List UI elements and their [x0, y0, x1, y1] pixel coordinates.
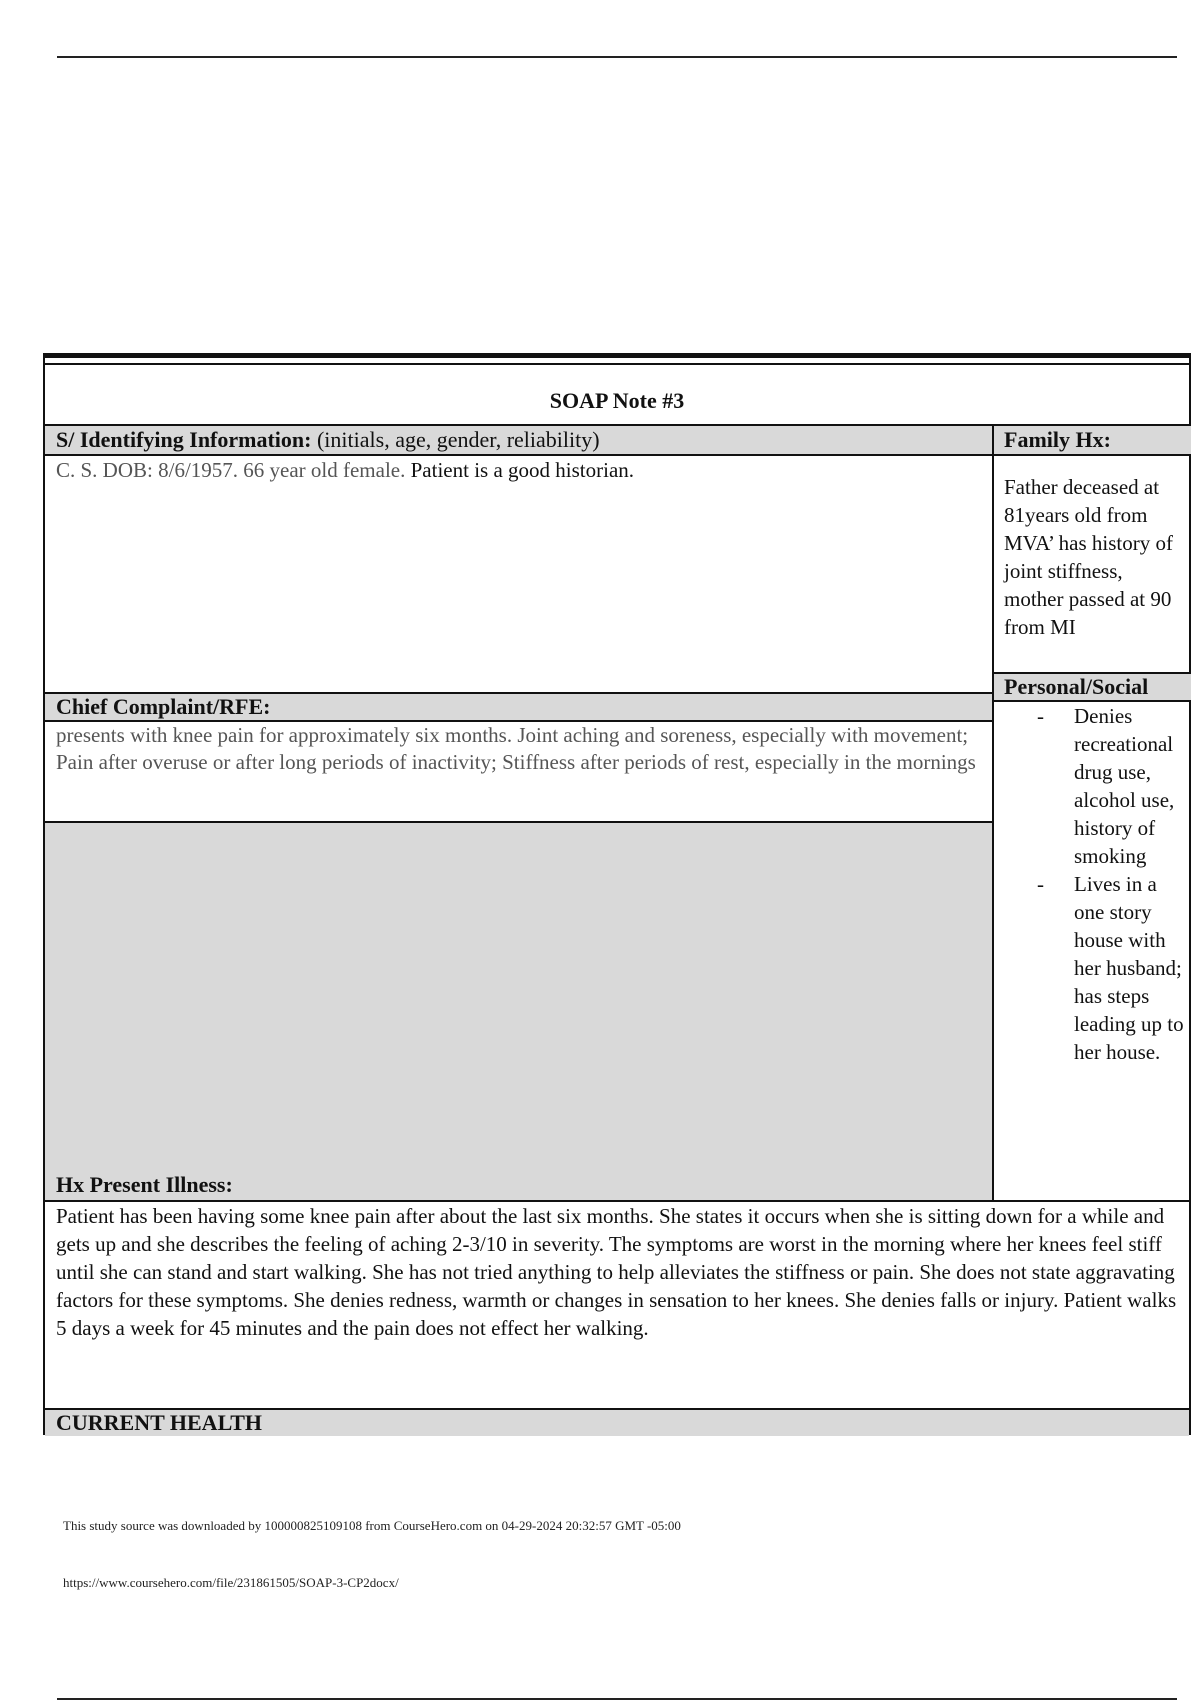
identifying-info-header	[45, 426, 992, 454]
current-health-header: CURRENT HEALTH	[45, 1410, 1189, 1436]
hpi-header-area	[45, 823, 992, 1200]
hpi-text: Patient has been having some knee pain after about the last six months. She states it occurs when she is sitting down for a while and gets up and she describes the feeling of aching 2-3/10 in severity. The symptoms are worst in the morning where her knees feel stiff until she can stand and start walking. She has not tried anything to help alleviates the stiffness or pain. She does not state aggravating factors for these symptoms. She denies redness, warmth or changes in sensation to her knees. She denies falls or injury. Patient walks 5 days a week for 45 minutes and the pain does not effect her walking.	[56, 1204, 1177, 1340]
soap-note-form	[43, 353, 1191, 1435]
identifying-info-grey: C. S. DOB: 8/6/1957. 66 year old female.	[56, 458, 411, 482]
family-hx-header: Family Hx:	[994, 426, 1191, 454]
personal-social-item: - Denies recreational drug use, alcohol use, history of smoking	[1037, 704, 1175, 868]
chief-complaint-text: presents with knee pain for approximately six months. Joint aching and soreness, especially with movement; Pain after overuse or after long periods of inactivity; Stiffness after periods of rest, especially in the mornings	[56, 723, 976, 774]
identifying-info-value	[45, 457, 992, 672]
row-divider	[45, 454, 992, 456]
personal-social-list	[994, 702, 1191, 1066]
identifying-info-label: S/ Identifying Information:	[56, 427, 312, 452]
source-url[interactable]: https://www.coursehero.com/file/231861505/SOAP-3-CP2docx/	[63, 1575, 399, 1590]
page-title: SOAP Note #3	[549, 388, 685, 413]
row-divider	[994, 454, 1191, 456]
family-hx-text: Father deceased at 81years old from MVA’ has history of joint stiffness, mother passed at 90 from MI	[1004, 475, 1173, 639]
personal-social-header: Personal/Social	[994, 674, 1191, 700]
identifying-info-hint: (initials, age, gender, reliability)	[311, 427, 600, 452]
hpi-header: Hx Present Illness:	[56, 1172, 233, 1197]
personal-social-item: - Lives in a one story house with her husband; has steps leading up to her house.	[1037, 872, 1184, 1064]
title-top-rule	[45, 363, 1189, 365]
source-footer: This study source was downloaded by 100000825109108 from CourseHero.com on 04-29-2024 20:32:57 GMT -05:00	[63, 1518, 681, 1533]
top-rule	[57, 56, 1177, 58]
identifying-info-black: Patient is a good historian.	[410, 458, 635, 482]
chief-complaint-header: Chief Complaint/RFE:	[45, 694, 992, 720]
